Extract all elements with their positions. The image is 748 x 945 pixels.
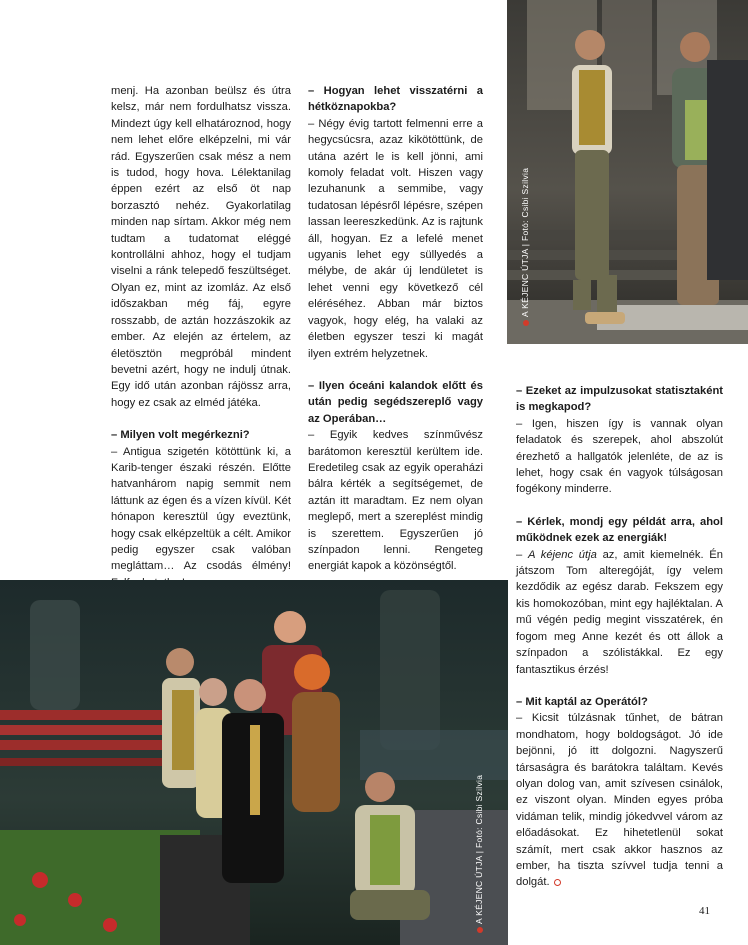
answer-arrival: – Antigua szigetén kötöttünk ki, a Karib-tenger északi részén. Előtte hatvanhárom napig semmit nem láttunk az égen és a vízen kívül. Két hónapon keresztül úgy eveztünk, hogy csak elképzeltük a célt. Amikor pedig egyszer csak valóban megláttam… Az csodás élmény!: [111, 445, 291, 573]
answer-return: – Négy évig tartott felmenni erre a hegycsúcsra, azaz kikötöttünk, de utána azért le is kell jönni, ami komoly feladat volt. Hiszen vagy lezuhanunk a semmibe, vagy tudatosan lépésről lépésre, szépen lassan leereszkedünk. Az is rajtunk áll, hogyan. Ez a lefelé menet ugyanis lehet egy süllyedés a mélybe, de akár új lendületet is lehet venni egy következő cél eléréséhez. Abban már biztos vagyok, hogy elég, ha valaki az életben egyszer teszi ki magát ilyen extrém helyzetnek.: [308, 117, 483, 360]
question-opera-extra: – Ilyen óceáni kalandok előtt és után pedig segédszereplő vagy az Operában…: [308, 379, 483, 425]
page-number: 41: [699, 905, 710, 917]
question-arrival: – Milyen volt megérkezni?: [111, 429, 250, 442]
article-column-3: [516, 383, 723, 891]
credit-title: A KÉJENC ÚTJA: [520, 248, 530, 317]
credit-title: A KÉJENC ÚTJA: [474, 855, 484, 924]
stage-photo-top-image: [507, 0, 748, 344]
credit-dot-icon: [477, 927, 483, 933]
photo-credit-top: [520, 168, 530, 326]
answer-example-text: az, amit kiemelnék. Én játszom Tom alteregóját, így velem kezdődik az egész darab. Fekszem egy kis homokozóban, mint egy hajléktalan. A mű végén pedig megint visszatérek, én fogom meg Anne kezét és ott állok a színpadon a szólistákkal. Ez egy fantasztikus érzés!: [516, 548, 723, 676]
answer-what-got: [516, 710, 723, 890]
answer-opera-extra: – Egyik kedves színművész barátomon keresztül kerültem ide. Eredetileg csak az egyik operaházi bálra kérték a segítségemet, de aztán itt maradtam. Ez nem olyan meglepő, mert a szereplést mindig is szerettem. Egyszerűen jó színpadon lenni. Rengeteg energiát kapok a közönségtől.: [308, 429, 483, 573]
answer-dash: –: [516, 548, 528, 561]
answer-what-got-text: – Kicsit túlzásnak tűnhet, de bátran mondhatom, hogy boldogságot. Jó ide bejönni, jó itt dolgozni. Nagyszerű társaságra és barátokra találtam. Kevés olyan dolog van, amit szívesen csinálok, ez viszont olyan. Minden egyes próba vidáman telik, mindig jókedvvel várom az előadásokat. Ez hihetetlenül sokat számít, mert csak akkor hasznos az ember, ha tiszta szívvel tudja tenni a dolgát.: [516, 712, 723, 889]
question-impulses: – Ezeket az impulzusokat statisztaként is megkapod?: [516, 385, 723, 414]
question-return: – Hogyan lehet visszatérni a hétköznapokba?: [308, 85, 483, 114]
end-mark-icon: [554, 879, 561, 886]
photo-credit-bottom: [474, 775, 484, 933]
column-1-intro: menj. Ha azonban beülsz és útra kelsz, már nem fordulhatsz vissza. Mindezt úgy kell elhatároznod, hogy nem lehet előre elképzelni, mi vár rád. Egyszerűen csak mész a nem is tudod, hogy hova. Lélektanilag éppen ezért az első öt nap borzasztó nehéz. Gyakorlatilag minden nap sírtam. Akkor még nem tudtam a tudatomat eléggé kontrollálni ahhoz, hogy el tudjam viselni a ránk telepedő feszültséget. Olyan ez, mint az izomláz. Az első időszakban még fáj, egyre rosszabb, de aztán hozzászokik az ember. Az elején az értelem, az életösztön megpróbál mindent bevetni azért, hogy ne indulj útnak. Egy idő után azonban rájössz arra, hogy ez csak az elméd játéka.: [111, 85, 291, 409]
credit-dot-icon: [523, 320, 529, 326]
article-column-1: [111, 83, 291, 591]
article-column-2: [308, 83, 483, 575]
answer-impulses: – Igen, hiszen így is vannak olyan feladatok és szerepek, ahol abszolút érezhető a hallgatók jelenléte, de az is lehet, hogy csak én vagyok túlságosan fogékony minderre.: [516, 417, 723, 496]
answer-example: [516, 547, 723, 678]
question-what-got: – Mit kaptál az Operától?: [516, 695, 648, 708]
credit-photographer: | Fotó: Csibi Szilvia: [520, 167, 530, 249]
opera-title: A kéjenc útja: [527, 548, 597, 561]
stage-photo-bottom: [0, 580, 508, 945]
stage-photo-top: [507, 0, 748, 344]
stage-photo-bottom-image: [0, 580, 508, 945]
question-example: – Kérlek, mondj egy példát arra, ahol működnek ezek az energiák!: [516, 515, 723, 545]
credit-photographer: | Fotó: Csibi Szilvia: [474, 774, 484, 856]
